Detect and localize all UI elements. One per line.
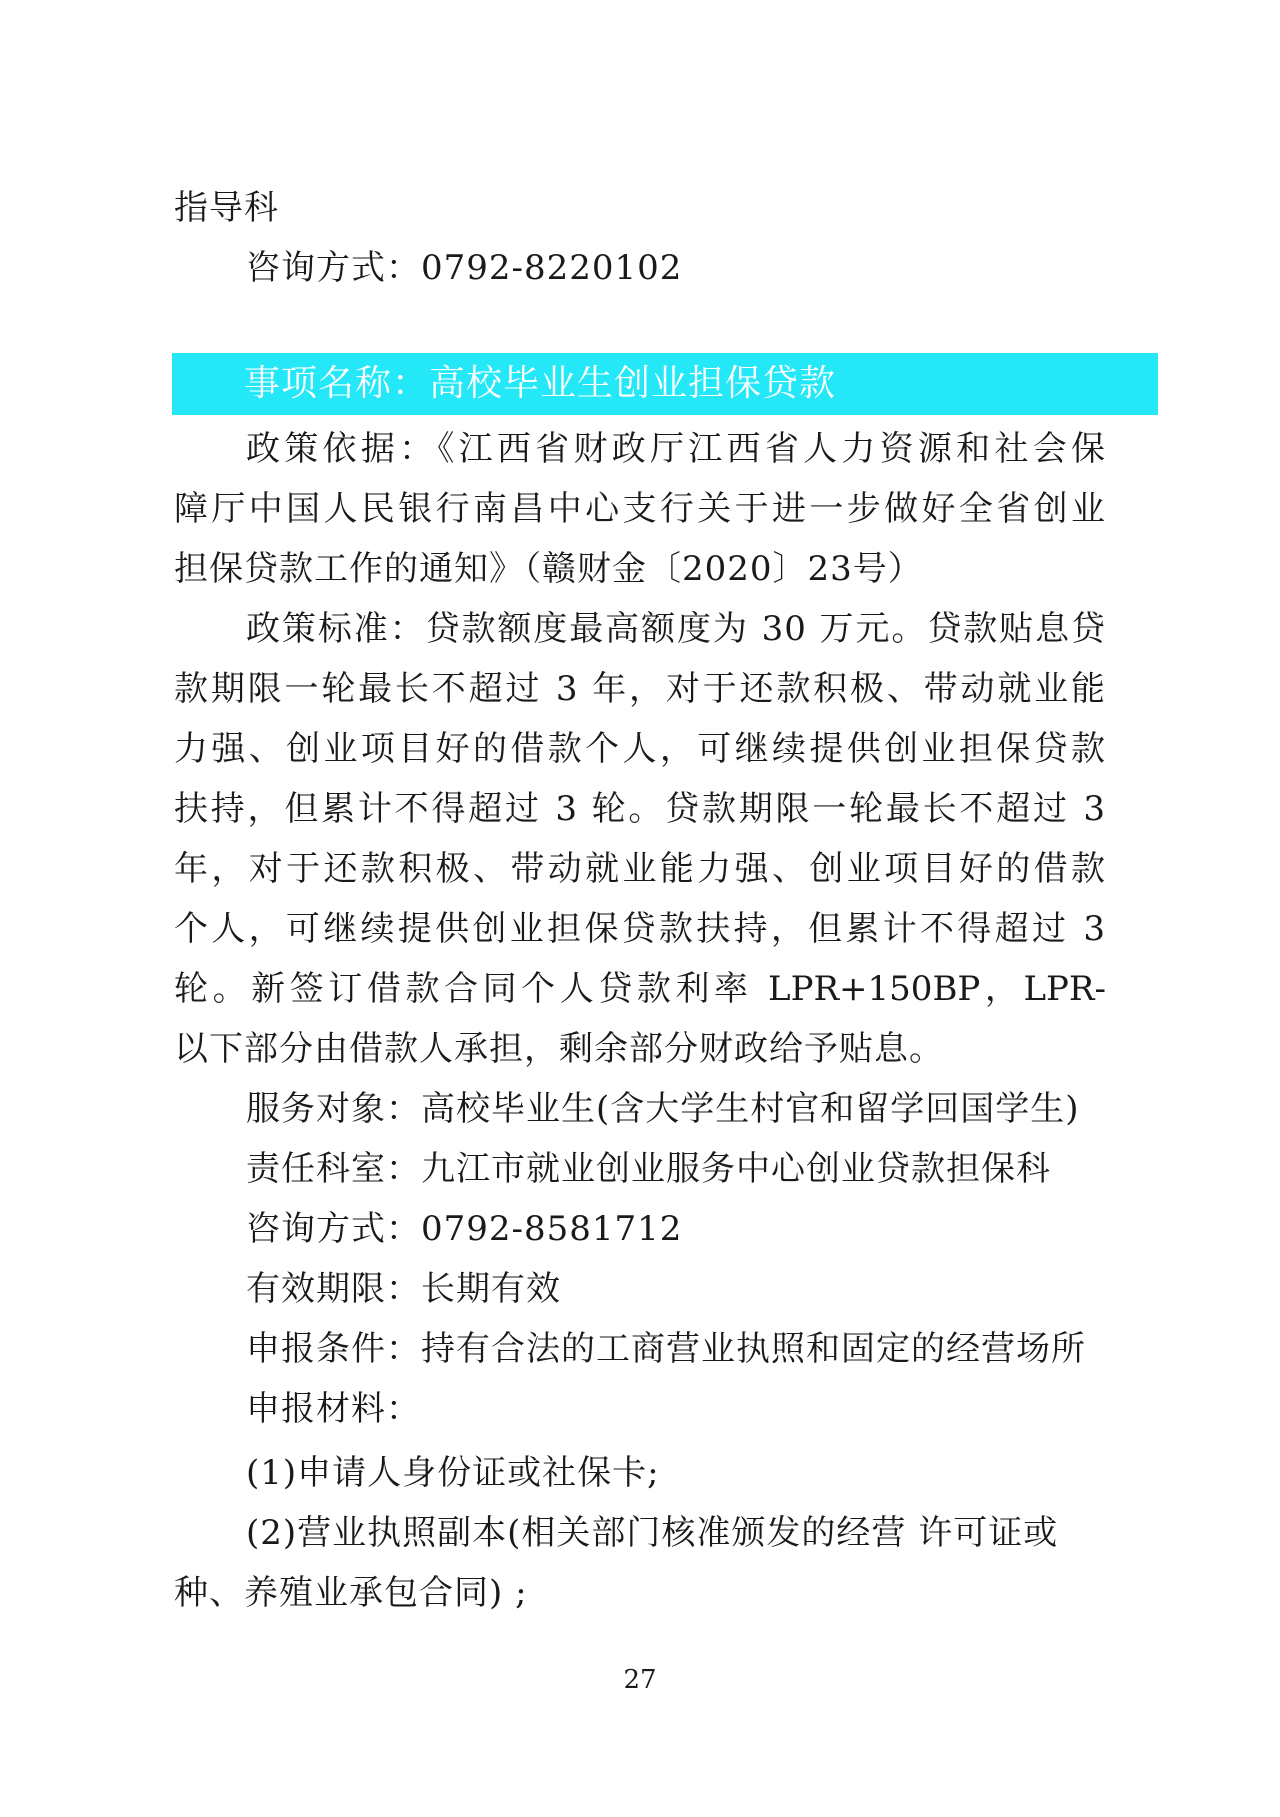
item-title-banner <box>172 353 1158 415</box>
policy-basis-line: 政策依据：《江西省财政厅江西省人力资源和社会保 <box>246 429 1106 469</box>
policy-standard-line: 力强、创业项目好的借款个人，可继续提供创业担保贷款 <box>174 729 1106 769</box>
policy-standard-line: 款期限一轮最长不超过 3 年，对于还款积极、带动就业能 <box>174 669 1106 709</box>
materials-heading: 申报材料： <box>246 1389 421 1429</box>
previous-contact: 咨询方式：0792-8220102 <box>246 248 683 288</box>
policy-basis-line: 障厅中国人民银行南昌中心支行关于进一步做好全省创业 <box>174 489 1106 529</box>
policy-standard-line: 政策标准：贷款额度最高额度为 30 万元。贷款贴息贷 <box>246 609 1106 649</box>
policy-basis-line: 担保贷款工作的通知》（赣财金〔2020〕23号） <box>174 549 923 589</box>
item-title: 事项名称：高校毕业生创业担保贷款 <box>244 363 837 404</box>
policy-standard-line: 轮。新签订借款合同个人贷款利率 LPR+150BP，LPR- <box>174 969 1106 1009</box>
responsible-office: 责任科室：九江市就业创业服务中心创业贷款担保科 <box>246 1149 1051 1189</box>
page-number: 27 <box>623 1665 657 1695</box>
validity: 有效期限：长期有效 <box>246 1269 561 1309</box>
application-conditions: 申报条件：持有合法的工商营业执照和固定的经营场所 <box>246 1329 1086 1369</box>
contact: 咨询方式：0792-8581712 <box>246 1209 683 1249</box>
material-item: 种、养殖业承包合同) ; <box>174 1573 528 1613</box>
policy-standard-line: 以下部分由借款人承担，剩余部分财政给予贴息。 <box>174 1029 944 1069</box>
policy-standard-line: 年，对于还款积极、带动就业能力强、创业项目好的借款 <box>174 849 1106 889</box>
material-item: (2)营业执照副本(相关部门核准颁发的经营 许可证或 <box>246 1513 1059 1553</box>
policy-standard-line: 扶持，但累计不得超过 3 轮。贷款期限一轮最长不超过 3 <box>174 789 1106 829</box>
previous-office-tail: 指导科 <box>174 188 279 228</box>
material-item: (1)申请人身份证或社保卡; <box>246 1453 660 1493</box>
service-target: 服务对象：高校毕业生(含大学生村官和留学回国学生) <box>246 1089 1080 1129</box>
policy-standard-line: 个人，可继续提供创业担保贷款扶持，但累计不得超过 3 <box>174 909 1106 949</box>
